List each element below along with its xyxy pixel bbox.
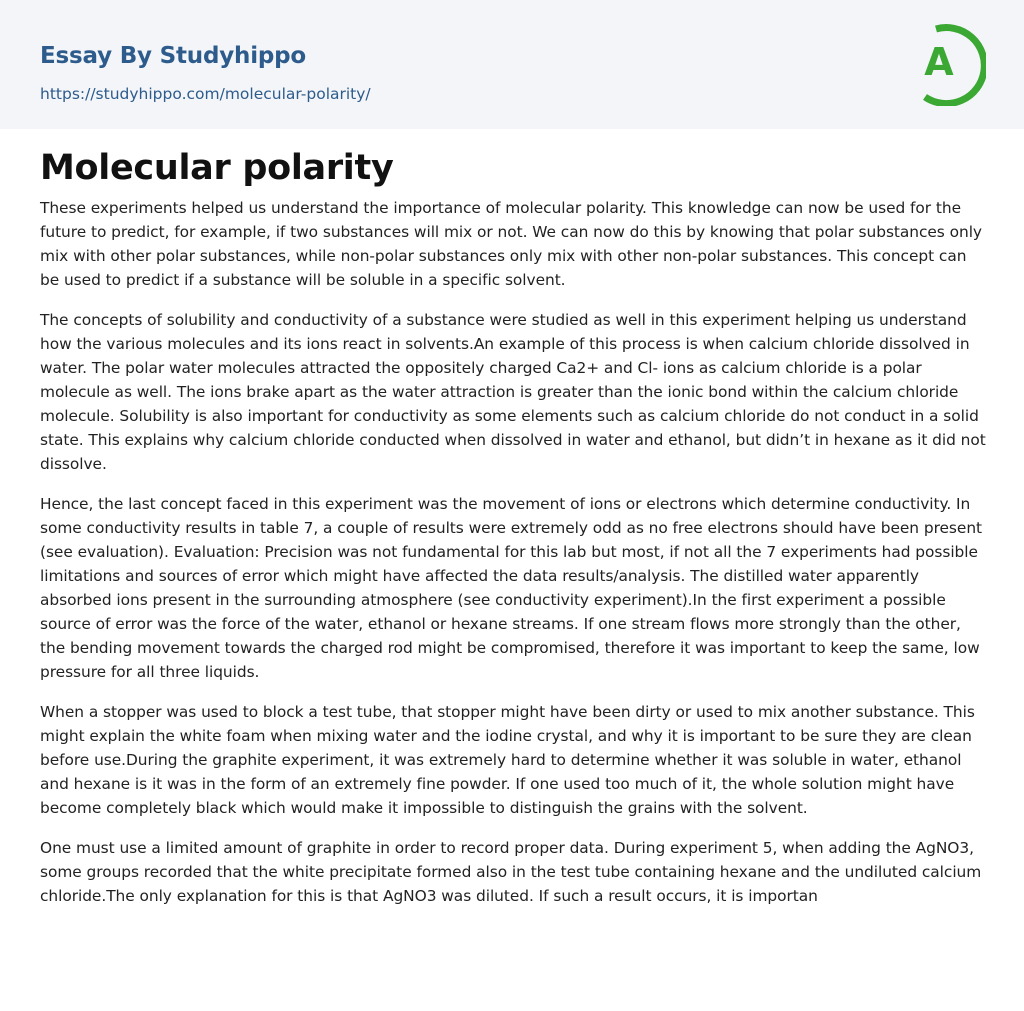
essay-paragraph: One must use a limited amount of graphite in order to record proper data. During experiment 5, when adding the AgNO3, some groups recorded that the white precipitate formed also in the test tube containing hexane and the undiluted calcium chloride.The only explanation for this is that AgNO3 was diluted. If such a result occurs, it is importan xyxy=(40,839,982,905)
essay-paragraph: These experiments helped us understand the importance of molecular polarity. This knowledge can now be used for the future to predict, for example, if two substances will mix or not. We can now do this by knowing that polar substances only mix with other polar substances, while non-polar substances only mix with other non-polar substances. This concept can be used to predict if a substance will be soluble in a specific solvent. xyxy=(40,199,982,289)
logo-letter: A xyxy=(924,40,954,84)
essay-content xyxy=(40,145,986,924)
essay-paragraph: Hence, the last concept faced in this experiment was the movement of ions or electrons which determine conductivity. In some conductivity results in table 7, a couple of results were extremely odd as no free electrons should have been present (see evaluation). Evaluation: Precision was not fundamental for this lab but most, if not all the 7 experiments had possible limitations and sources of error which might have affected the data results/analysis. The distilled water apparently absorbed ions present in the surrounding atmosphere (see conductivity experiment).In the first experiment a possible source of error was the force of the water, ethanol or hexane streams. If one stream flows more strongly than the other, the bending movement towards the charged rod might be compromised, therefore it was important to keep the same, low pressure for all three liquids. xyxy=(40,495,983,681)
essay-paragraph: When a stopper was used to block a test tube, that stopper might have been dirty or used to mix another substance. This might explain the white foam when mixing water and the iodine crystal, and why it is important to be sure they are clean before use.During the graphite experiment, it was extremely hard to determine whether it was soluble in water, ethanol and hexane is it was in the form of an extremely fine powder. If one used too much of it, the whole solution might have become completely black which would make it impossible to distinguish the grains with the solvent. xyxy=(40,703,975,817)
source-url-link[interactable]: https://studyhippo.com/molecular-polarity/ xyxy=(40,85,371,103)
page-title: Molecular polarity xyxy=(40,148,394,188)
studyhippo-logo-icon[interactable] xyxy=(912,20,986,106)
essay-body xyxy=(40,196,986,908)
site-header xyxy=(0,0,1024,129)
essay-paragraph: The concepts of solubility and conductivity of a substance were studied as well in this experiment helping us understand how the various molecules and its ions react in solvents.An example of this process is when calcium chloride dissolved in water. The polar water molecules attracted the oppositely charged Ca2+ and Cl- ions as calcium chloride is a polar molecule as well. The ions brake apart as the water attraction is greater than the ionic bond within the calcium chloride molecule. Solubility is also important for conductivity as some elements such as calcium chloride do not conduct in a solid state. This explains why calcium chloride conducted when dissolved in water and ethanol, but didn’t in hexane as it did not dissolve. xyxy=(40,311,986,473)
brand-title[interactable]: Essay By Studyhippo xyxy=(40,43,307,69)
